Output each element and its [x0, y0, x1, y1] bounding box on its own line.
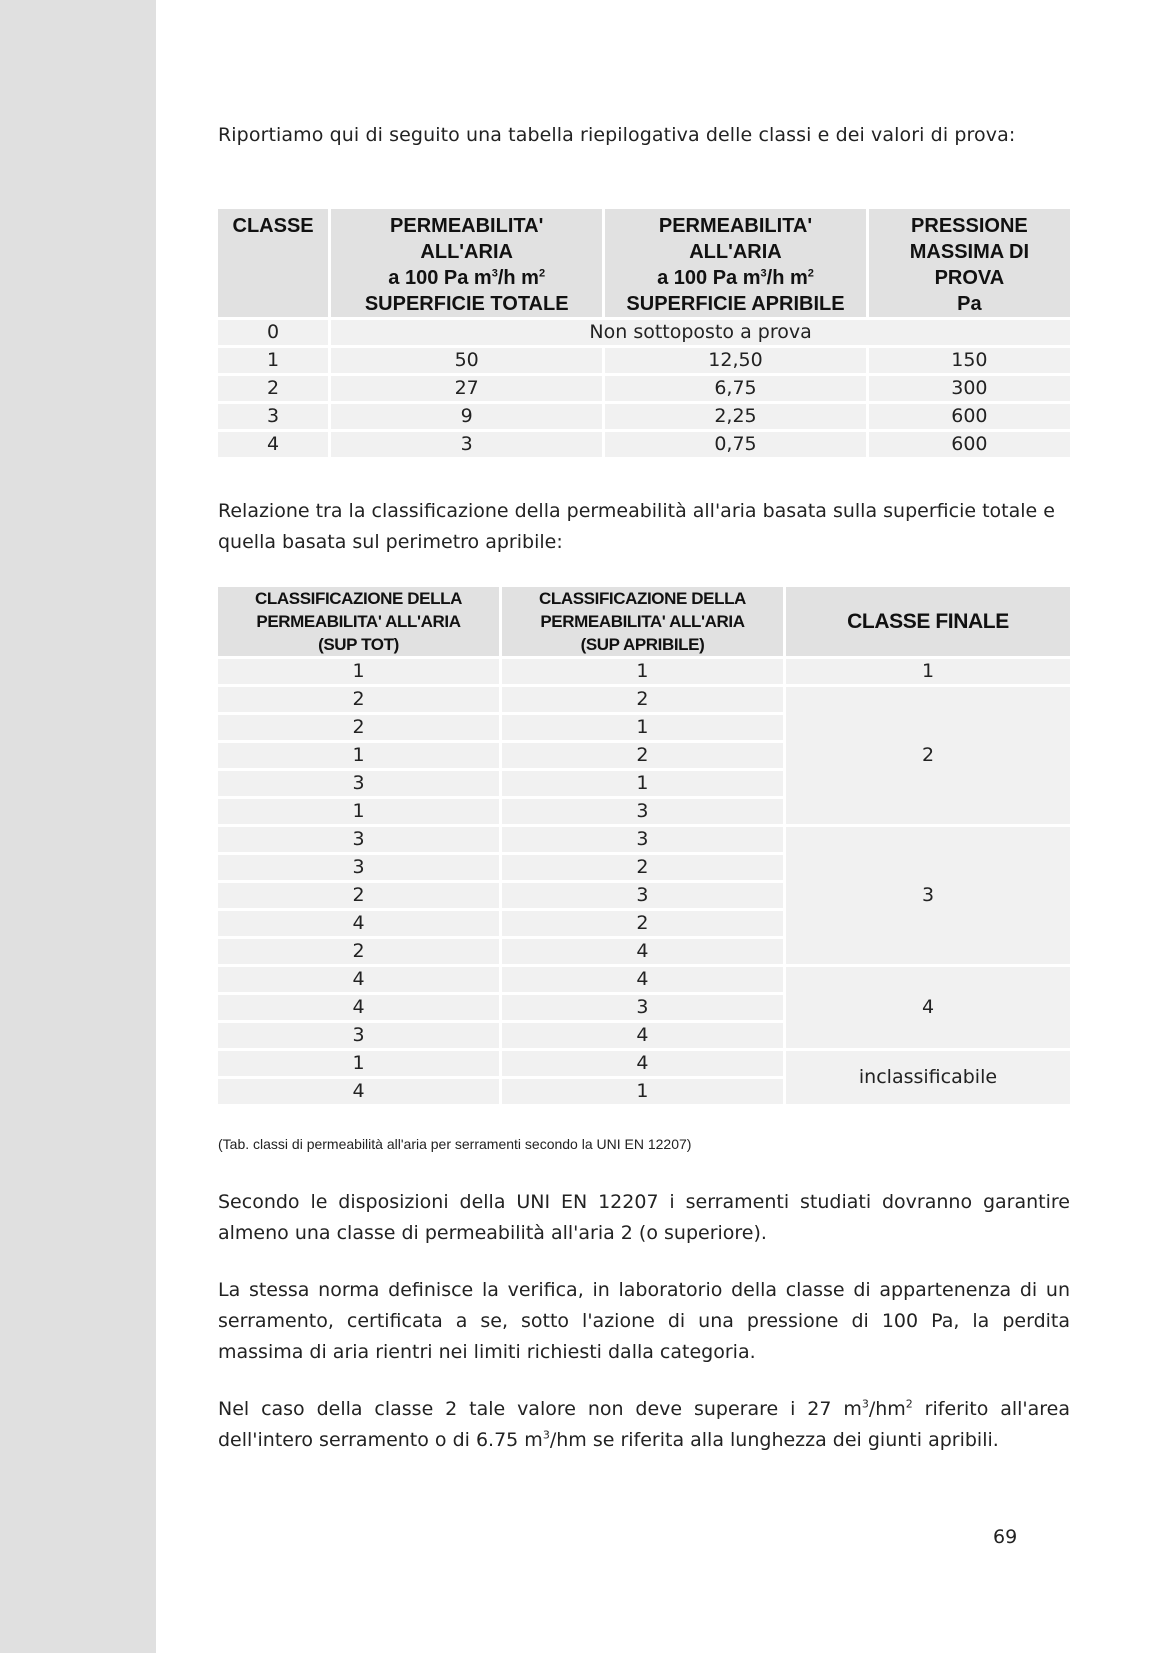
paragraph-3-a: Nel caso della classe 2 tale valore non deve superare i 27 m: [218, 1398, 862, 1420]
table-row: [218, 432, 1070, 457]
table-cell: 3: [331, 432, 602, 457]
table-cell: 2: [218, 687, 499, 712]
table-cell: 1: [218, 799, 499, 824]
table-cell: 2,25: [605, 404, 866, 429]
table-row: [218, 687, 1070, 712]
table-cell: 6,75: [605, 376, 866, 401]
paragraph-2: La stessa norma definisce la verifica, in laboratorio della classe di appartenenza di un serramento, certificata a se, sotto l'azione di una pressione di 100 Pa, la perdita massima di aria rientri nei limiti richiesti dalla categoria.: [218, 1279, 1070, 1363]
table-cell: 4: [502, 967, 783, 992]
classes-table-header-row: [218, 209, 1070, 317]
table-cell: 3: [218, 1023, 499, 1048]
header-sup-tot-l2: PERMEABILITA' ALL'ARIA: [256, 612, 461, 631]
header-sup-tot-l3: (SUP TOT): [318, 635, 399, 654]
table-cell: 27: [331, 376, 602, 401]
table-cell: 150: [869, 348, 1070, 373]
relazione-text: Relazione tra la classificazione della permeabilità all'aria basata sulla superficie totale e quella basata sul perimetro apribile:: [218, 500, 1055, 553]
table-caption: (Tab. classi di permeabilità all'aria per serramenti secondo la UNI EN 12207): [218, 1136, 692, 1152]
table-cell: 3: [218, 771, 499, 796]
header-perm-tot-l1: PERMEABILITA': [390, 215, 544, 237]
table-cell: 2: [502, 743, 783, 768]
paragraph-3: [218, 1394, 1070, 1456]
table-cell: 1: [218, 659, 499, 684]
page-margin-strip: [0, 0, 156, 1653]
final-class-cell: 4: [786, 967, 1070, 1048]
header-sup-apr: [502, 587, 783, 656]
header-perm-apr: [605, 209, 866, 317]
header-perm-apr-sup2: 2: [807, 267, 814, 280]
table-cell: 3: [502, 827, 783, 852]
header-perm-tot: [331, 209, 602, 317]
header-perm-tot-sup2: 2: [538, 267, 546, 280]
table-cell: 2: [218, 376, 328, 401]
header-perm-apr-sup1: 3: [760, 267, 767, 280]
table-cell: 3: [218, 404, 328, 429]
table-row: [218, 404, 1070, 429]
table-cell: 2: [218, 883, 499, 908]
table-cell: 1: [502, 659, 783, 684]
table-cell: 600: [869, 432, 1070, 457]
table-cell: 4: [502, 1023, 783, 1048]
table-cell: 0: [218, 320, 328, 345]
table-cell: 1: [218, 1051, 499, 1076]
paragraph-3-b: /hm: [868, 1398, 906, 1420]
table-cell: 300: [869, 376, 1070, 401]
classes-table: [215, 206, 1073, 460]
table-cell: 1: [502, 1079, 783, 1104]
paragraph-3-sup3: 3: [542, 1428, 550, 1442]
header-perm-apr-l4: SUPERFICIE APRIBILE: [626, 293, 845, 315]
header-perm-apr-l3b: /h m: [766, 267, 808, 289]
paragraph-3-d: /hm se riferita alla lunghezza dei giunti apribili.: [549, 1429, 999, 1451]
intro-text: Riportiamo qui di seguito una tabella riepilogativa delle classi e dei valori di prova:: [218, 124, 1016, 146]
header-sup-tot-l1: CLASSIFICAZIONE DELLA: [255, 589, 462, 608]
table-cell: 1: [218, 348, 328, 373]
final-class-cell: 1: [786, 659, 1070, 684]
classification-table: [215, 584, 1073, 1107]
table-cell: 4: [502, 939, 783, 964]
table-cell: 3: [218, 827, 499, 852]
header-perm-tot-l3b: /h m: [497, 267, 539, 289]
table-cell: 4: [218, 911, 499, 936]
header-perm-tot-l3a: a 100 Pa m: [388, 267, 492, 289]
paragraph-1: Secondo le disposizioni della UNI EN 12207 i serramenti studiati dovranno garantire almeno una classe di permeabilità all'aria 2 (o superiore).: [218, 1191, 1070, 1244]
table-cell: 4: [218, 432, 328, 457]
table-row: [218, 1051, 1070, 1076]
table-cell: 1: [502, 715, 783, 740]
table-cell: 1: [218, 743, 499, 768]
table-row: [218, 376, 1070, 401]
table-cell: 1: [502, 771, 783, 796]
table-cell: 2: [218, 939, 499, 964]
table-cell: 2: [218, 715, 499, 740]
table-cell: 2: [502, 911, 783, 936]
table-cell: 9: [331, 404, 602, 429]
header-perm-apr-l1: PERMEABILITA': [658, 215, 813, 237]
header-pressione-l4: Pa: [957, 293, 982, 315]
classification-table-header-row: [218, 587, 1070, 656]
final-class-cell: 3: [786, 827, 1070, 964]
header-pressione-l2: MASSIMA DI: [909, 241, 1030, 263]
table-cell: 0,75: [605, 432, 866, 457]
paragraph-3-sup2: 2: [905, 1397, 913, 1411]
table-row: [218, 967, 1070, 992]
table-cell: 4: [218, 967, 499, 992]
paragraph-3-c: riferito all'area dell'intero serramento o di 6.75 m: [218, 1398, 1070, 1451]
table-cell: 3: [502, 799, 783, 824]
header-sup-apr-l3: (SUP APRIBILE): [580, 635, 705, 654]
table-row: [218, 320, 1070, 345]
header-classe-finale: CLASSE FINALE: [786, 587, 1070, 656]
table-cell: 4: [502, 1051, 783, 1076]
header-perm-tot-l4: SUPERFICIE TOTALE: [364, 293, 569, 315]
header-perm-tot-l2: ALL'ARIA: [420, 241, 513, 263]
table-cell: 4: [218, 995, 499, 1020]
header-classe: CLASSE: [218, 209, 328, 317]
header-sup-apr-l2: PERMEABILITA' ALL'ARIA: [540, 612, 745, 631]
table-cell: 600: [869, 404, 1070, 429]
header-sup-tot: [218, 587, 499, 656]
final-class-cell: 2: [786, 687, 1070, 824]
table-cell: 50: [331, 348, 602, 373]
header-perm-tot-sup1: 3: [491, 267, 498, 280]
header-perm-apr-l3a: a 100 Pa m: [657, 267, 761, 289]
table-row: [218, 827, 1070, 852]
final-class-cell: inclassificabile: [786, 1051, 1070, 1104]
table-cell: 2: [502, 855, 783, 880]
header-pressione: [869, 209, 1070, 317]
table-cell: 4: [218, 1079, 499, 1104]
header-pressione-l1: PRESSIONE: [911, 215, 1028, 237]
table-cell: 12,50: [605, 348, 866, 373]
table-cell: 3: [502, 995, 783, 1020]
page-number: 69: [993, 1526, 1018, 1548]
table-cell: 2: [502, 687, 783, 712]
table-row: [218, 659, 1070, 684]
table-cell: 3: [218, 855, 499, 880]
table-cell: 3: [502, 883, 783, 908]
table-row: [218, 348, 1070, 373]
header-sup-apr-l1: CLASSIFICAZIONE DELLA: [539, 589, 746, 608]
header-pressione-l3: PROVA: [934, 267, 1005, 289]
paragraph-3-sup1: 3: [861, 1397, 869, 1411]
table-cell-note: Non sottoposto a prova: [331, 320, 1070, 345]
header-perm-apr-l2: ALL'ARIA: [689, 241, 782, 263]
